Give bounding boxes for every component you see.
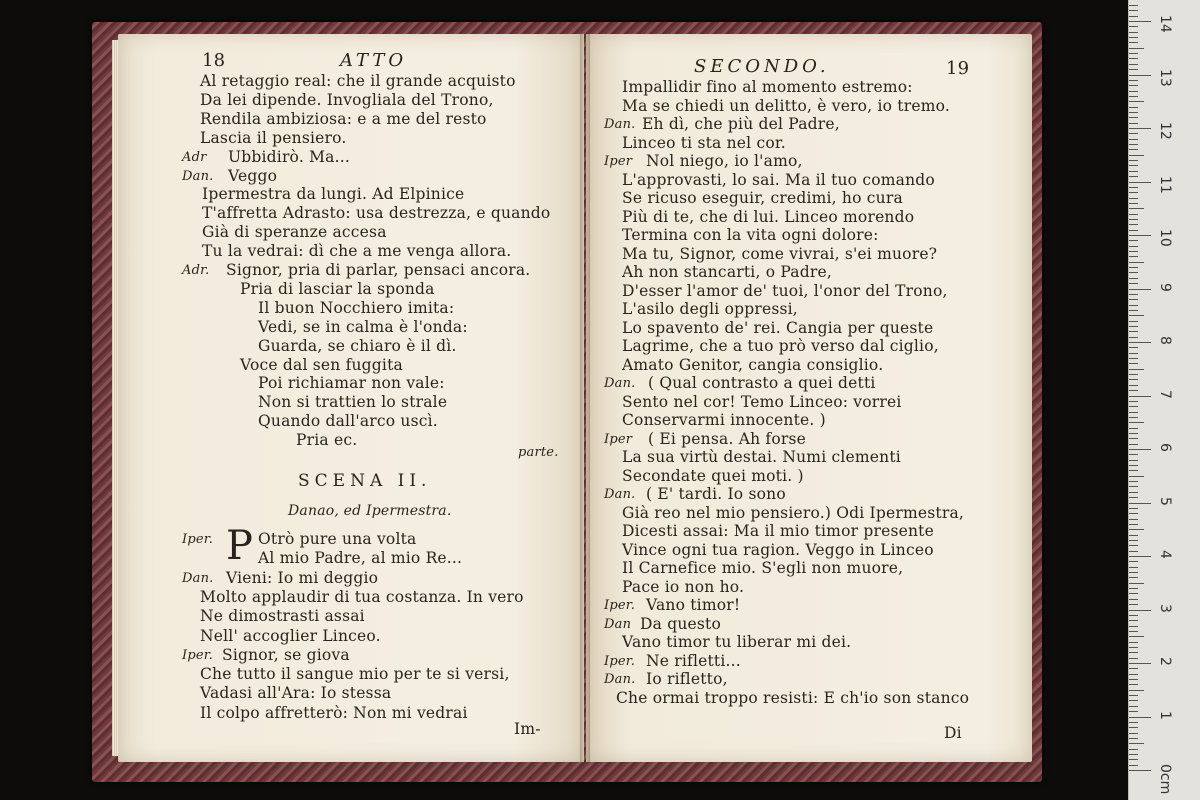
verse-line: Vince ogni tua ragion. Veggo in Linceo bbox=[622, 540, 934, 559]
ruler-tick bbox=[1129, 251, 1138, 252]
verse-line: Conservarmi innocente. ) bbox=[622, 411, 826, 429]
ruler-tick bbox=[1129, 668, 1138, 669]
verse-line: Il Carnefice mio. S'egli non muore, bbox=[622, 559, 904, 577]
ruler-tick bbox=[1129, 53, 1138, 54]
ruler-tick bbox=[1129, 58, 1138, 59]
speaker-label: Iper bbox=[604, 154, 633, 169]
verse-line: Già reo nel mio pensiero.) Odi Ipermestra, bbox=[622, 503, 965, 522]
ruler-tick bbox=[1129, 556, 1151, 557]
speaker-label: Iper. bbox=[604, 653, 636, 669]
ruler-label: 10 bbox=[1157, 229, 1173, 247]
ruler-tick bbox=[1129, 513, 1138, 514]
ruler-label: 9 bbox=[1157, 282, 1173, 292]
ruler-tick bbox=[1129, 412, 1138, 413]
verse-line: Io rifletto, bbox=[646, 670, 728, 688]
ruler-tick bbox=[1129, 438, 1138, 439]
ruler-tick bbox=[1129, 470, 1138, 471]
verse-line: Tu la vedrai: dì che a me venga allora. bbox=[202, 242, 512, 261]
ruler-tick bbox=[1129, 347, 1138, 348]
verse-line: Otrò pure una volta bbox=[258, 530, 417, 548]
verse-line: Ne dimostrasti assai bbox=[200, 607, 365, 626]
ruler-label: 2 bbox=[1157, 657, 1173, 666]
verse-line: Impallidir fino al momento estremo: bbox=[622, 78, 913, 96]
verse-line: Guarda, se chiaro è il dì. bbox=[258, 336, 457, 355]
speaker-label: Dan. bbox=[604, 487, 636, 502]
verse-line: Pria ec. bbox=[296, 431, 358, 450]
ruler-tick bbox=[1129, 16, 1138, 17]
ruler-tick bbox=[1129, 117, 1138, 118]
verse-line: Da lei dipende. Invogliala del Trono, bbox=[200, 90, 494, 109]
verse-line: Già di speranze accesa bbox=[202, 223, 387, 242]
verse-line: ( Qual contrasto a quei detti bbox=[648, 374, 876, 392]
ruler-tick bbox=[1129, 545, 1138, 546]
left-running-head: ATTO bbox=[340, 50, 408, 71]
ruler-tick bbox=[1129, 262, 1144, 263]
verse-line: Che tutto il sangue mio per te si versi, bbox=[200, 665, 510, 684]
verse-line: L'asilo degli oppressi, bbox=[622, 300, 798, 318]
ruler-tick bbox=[1129, 224, 1138, 225]
verse-line: Veggo bbox=[228, 166, 278, 185]
verse-line: ( E' tardi. Io sono bbox=[646, 485, 786, 503]
ruler-tick bbox=[1129, 658, 1138, 659]
verse-line: Ipermestra da lungi. Ad Elpinice bbox=[202, 185, 465, 204]
ruler-label: 1 bbox=[1157, 710, 1173, 720]
ruler-tick bbox=[1129, 572, 1138, 573]
ruler-tick bbox=[1129, 315, 1144, 316]
ruler-tick bbox=[1129, 738, 1138, 739]
ruler-tick bbox=[1129, 620, 1138, 621]
ruler-label: 7 bbox=[1157, 389, 1173, 399]
speaker-label: Dan bbox=[604, 616, 632, 632]
scene-characters: Danao, ed Ipermestra. bbox=[288, 503, 452, 519]
ruler-label: 12 bbox=[1157, 122, 1173, 140]
ruler-tick bbox=[1129, 363, 1138, 364]
ruler-tick bbox=[1129, 112, 1138, 113]
ruler-tick bbox=[1129, 610, 1151, 611]
ruler-tick bbox=[1129, 540, 1138, 541]
ruler-tick bbox=[1129, 294, 1138, 295]
ruler-tick bbox=[1129, 176, 1138, 177]
ruler-tick bbox=[1129, 326, 1138, 327]
ruler-label: 3 bbox=[1157, 603, 1173, 613]
ruler-tick bbox=[1129, 246, 1138, 247]
ruler-tick bbox=[1129, 674, 1138, 675]
verse-line: Eh dì, che più del Padre, bbox=[642, 115, 840, 133]
ruler-tick bbox=[1129, 342, 1151, 343]
verse-line: Pria di lasciar la sponda bbox=[240, 279, 435, 298]
speaker-label: Dan. bbox=[182, 168, 214, 184]
verse-line: Amato Genitor, cangia consiglio. bbox=[622, 355, 884, 374]
right-catchword: Di bbox=[944, 724, 962, 742]
ruler-tick bbox=[1129, 508, 1138, 509]
speaker-label: Iper. bbox=[182, 647, 214, 663]
ruler-tick bbox=[1129, 749, 1138, 750]
verse-line: Rendila ambiziosa: e a me del resto bbox=[200, 109, 487, 128]
ruler-tick bbox=[1129, 503, 1151, 504]
ruler-tick bbox=[1129, 42, 1138, 43]
ruler-tick bbox=[1129, 182, 1151, 183]
verse-line: Vano timor! bbox=[646, 596, 741, 614]
ruler-tick bbox=[1129, 695, 1138, 696]
ruler-tick bbox=[1129, 299, 1138, 300]
verse-line: Ah non stancarti, o Padre, bbox=[622, 263, 832, 281]
ruler-tick bbox=[1129, 626, 1138, 627]
ruler-tick bbox=[1129, 219, 1138, 220]
right-page-number: 19 bbox=[946, 58, 970, 79]
ruler-tick bbox=[1129, 700, 1138, 701]
verse-line: ( Ei pensa. Ah forse bbox=[648, 429, 807, 448]
ruler-tick bbox=[1129, 107, 1138, 108]
verse-line: Linceo ti sta nel cor. bbox=[622, 133, 786, 152]
ruler-tick bbox=[1129, 283, 1138, 284]
ruler-tick bbox=[1129, 406, 1138, 407]
ruler-tick bbox=[1129, 765, 1138, 766]
verse-line: Quando dall'arco uscì. bbox=[258, 412, 438, 431]
ruler-tick bbox=[1129, 497, 1138, 498]
ruler-tick bbox=[1129, 460, 1138, 461]
ruler-tick bbox=[1129, 96, 1138, 97]
verse-line: La sua virtù destai. Numi clementi bbox=[622, 448, 901, 466]
ruler-tick bbox=[1129, 374, 1138, 375]
ruler-label: 8 bbox=[1157, 336, 1173, 345]
ruler-tick bbox=[1129, 535, 1138, 536]
ruler-tick bbox=[1129, 422, 1144, 423]
ruler-tick bbox=[1129, 679, 1138, 680]
ruler-tick bbox=[1129, 21, 1151, 22]
ruler-tick bbox=[1129, 396, 1151, 397]
ruler-tick bbox=[1129, 615, 1138, 616]
verse-line: Ubbidirò. Ma... bbox=[228, 147, 350, 166]
verse-line: Più di te, che di lui. Linceo morendo bbox=[622, 207, 915, 226]
ruler-label: 13 bbox=[1157, 68, 1173, 87]
ruler-tick bbox=[1129, 583, 1144, 584]
verse-line: Sento nel cor! Temo Linceo: vorrei bbox=[622, 392, 902, 411]
verse-line: Da questo bbox=[640, 614, 721, 633]
ruler-tick bbox=[1129, 379, 1138, 380]
ruler-tick bbox=[1129, 599, 1138, 600]
ruler-tick bbox=[1129, 567, 1138, 568]
ruler-label: 4 bbox=[1157, 550, 1173, 559]
verse-line: Se ricuso eseguir, credimi, ho cura bbox=[622, 189, 903, 207]
ruler-tick bbox=[1129, 198, 1138, 199]
left-page-number: 18 bbox=[202, 50, 226, 71]
speaker-label: Dan. bbox=[182, 570, 214, 586]
ruler-tick bbox=[1129, 722, 1138, 723]
ruler-tick bbox=[1129, 85, 1138, 86]
ruler-tick bbox=[1129, 642, 1138, 643]
ruler-tick bbox=[1129, 401, 1138, 402]
measurement-ruler bbox=[1128, 0, 1200, 800]
verse-line: Ne rifletti... bbox=[646, 651, 741, 670]
verse-line: Vano timor tu liberar mi dei. bbox=[622, 633, 852, 651]
verse-line: Lascia il pensiero. bbox=[200, 128, 347, 147]
ruler-tick bbox=[1129, 272, 1138, 273]
ruler-tick bbox=[1129, 289, 1151, 290]
verse-line: L'approvasti, lo sai. Ma il tuo comando bbox=[622, 170, 935, 189]
verse-line: Nol niego, io l'amo, bbox=[646, 152, 803, 170]
ruler-tick bbox=[1129, 717, 1151, 718]
ruler-tick bbox=[1129, 331, 1138, 332]
ruler-tick bbox=[1129, 492, 1138, 493]
verse-line: Il buon Nocchiero imita: bbox=[258, 298, 455, 317]
ruler-tick bbox=[1129, 310, 1138, 311]
ruler-tick bbox=[1129, 759, 1138, 760]
right-running-head: SECONDO. bbox=[694, 56, 830, 77]
ruler-tick bbox=[1129, 754, 1138, 755]
ruler-tick bbox=[1129, 733, 1138, 734]
ruler-tick bbox=[1129, 80, 1138, 81]
verse-line: Poi richiamar non vale: bbox=[258, 374, 445, 393]
ruler-tick bbox=[1129, 647, 1138, 648]
ruler-tick bbox=[1129, 706, 1138, 707]
ruler-tick bbox=[1129, 519, 1138, 520]
speaker-label: Adr bbox=[182, 149, 207, 165]
left-catchword: Im- bbox=[514, 720, 541, 738]
ruler-tick bbox=[1129, 139, 1138, 140]
ruler-tick bbox=[1129, 26, 1138, 27]
ruler-tick bbox=[1129, 32, 1138, 33]
verse-line: Vieni: Io mi deggio bbox=[226, 568, 379, 587]
ruler-tick bbox=[1129, 171, 1138, 172]
ruler-tick bbox=[1129, 214, 1138, 215]
ruler-tick bbox=[1129, 353, 1138, 354]
verse-line: Il colpo affretterò: Non mi vedrai bbox=[200, 703, 468, 722]
verse-line: D'esser l'amor de' tuoi, l'onor del Trono, bbox=[622, 281, 948, 300]
verse-line: Nell' accoglier Linceo. bbox=[200, 626, 381, 645]
ruler-tick bbox=[1129, 770, 1151, 771]
speaker-label: Iper bbox=[604, 431, 633, 447]
ruler-tick bbox=[1129, 454, 1138, 455]
verse-line: Non si trattien lo strale bbox=[258, 393, 448, 412]
ruler-tick bbox=[1129, 593, 1138, 594]
ruler-label: 11 bbox=[1157, 175, 1173, 194]
ruler-tick bbox=[1129, 636, 1144, 637]
ruler-tick bbox=[1129, 187, 1138, 188]
ruler-tick bbox=[1129, 652, 1138, 653]
verse-line: Ma tu, Signor, come vivrai, s'ei muore? bbox=[622, 244, 938, 263]
verse-line: Termina con la vita ogni dolore: bbox=[622, 226, 879, 244]
speaker-label: Dan. bbox=[604, 376, 636, 391]
ruler-tick bbox=[1129, 604, 1138, 605]
ruler-label: 0cm bbox=[1157, 764, 1173, 795]
ruler-tick bbox=[1129, 743, 1144, 744]
ruler-tick bbox=[1129, 91, 1138, 92]
verse-line: Che ormai troppo resisti: E ch'io son stanco bbox=[616, 688, 970, 707]
ruler-tick bbox=[1129, 128, 1151, 129]
ruler-tick bbox=[1129, 449, 1151, 450]
ruler-tick bbox=[1129, 444, 1138, 445]
verse-line: Lo spavento de' rei. Cangia per queste bbox=[622, 318, 934, 337]
speaker-label: Adr. bbox=[182, 263, 210, 278]
ruler-tick bbox=[1129, 337, 1138, 338]
ruler-tick bbox=[1129, 278, 1138, 279]
ruler-tick bbox=[1129, 230, 1138, 231]
ruler-tick bbox=[1129, 588, 1138, 589]
exit-note: parte. bbox=[518, 445, 559, 460]
ruler-tick bbox=[1129, 5, 1138, 6]
ruler-tick bbox=[1129, 10, 1138, 11]
ruler-tick bbox=[1129, 631, 1138, 632]
ruler-tick bbox=[1129, 144, 1138, 145]
ruler-tick bbox=[1129, 75, 1151, 76]
ruler-tick bbox=[1129, 256, 1138, 257]
ruler-tick bbox=[1129, 577, 1138, 578]
ruler-tick bbox=[1129, 390, 1138, 391]
speaker-label: Iper. bbox=[182, 532, 214, 547]
ruler-tick bbox=[1129, 684, 1138, 685]
verse-line: Dicesti assai: Ma il mio timor presente bbox=[622, 522, 934, 540]
ruler-tick bbox=[1129, 486, 1138, 487]
ruler-tick bbox=[1129, 529, 1144, 530]
ruler-tick bbox=[1129, 101, 1144, 102]
ruler-tick bbox=[1129, 524, 1138, 525]
ruler-tick bbox=[1129, 428, 1138, 429]
ruler-tick bbox=[1129, 208, 1144, 209]
speaker-label: Iper. bbox=[604, 598, 636, 613]
ruler-tick bbox=[1129, 321, 1138, 322]
verse-line: T'affretta Adrasto: usa destrezza, e quando bbox=[202, 204, 551, 223]
ruler-tick bbox=[1129, 123, 1138, 124]
speaker-label: Dan. bbox=[604, 117, 636, 132]
verse-line: Lagrime, che a tuo prò verso dal ciglio, bbox=[622, 337, 939, 355]
verse-line: Al mio Padre, al mio Re... bbox=[258, 549, 463, 568]
ruler-tick bbox=[1129, 160, 1138, 161]
verse-line: Voce dal sen fuggita bbox=[240, 355, 403, 374]
ruler-label: 14 bbox=[1157, 15, 1173, 33]
ruler-tick bbox=[1129, 305, 1138, 306]
ruler-tick bbox=[1129, 64, 1138, 65]
ruler-tick bbox=[1129, 663, 1151, 664]
ruler-tick bbox=[1129, 149, 1138, 150]
ruler-tick bbox=[1129, 433, 1138, 434]
ruler-tick bbox=[1129, 69, 1138, 70]
book-gutter bbox=[580, 34, 590, 762]
ruler-tick bbox=[1129, 235, 1151, 236]
ruler-tick bbox=[1129, 155, 1144, 156]
ruler-tick bbox=[1129, 37, 1138, 38]
verse-line: Pace io non ho. bbox=[622, 577, 745, 596]
verse-line: Signor, pria di parlar, pensaci ancora. bbox=[226, 261, 531, 279]
ruler-tick bbox=[1129, 369, 1144, 370]
scene-title: SCENA II. bbox=[298, 471, 432, 491]
ruler-tick bbox=[1129, 711, 1138, 712]
ruler-tick bbox=[1129, 358, 1138, 359]
verse-line: Secondate quei moti. ) bbox=[622, 466, 804, 485]
ruler-tick bbox=[1129, 690, 1144, 691]
ruler-tick bbox=[1129, 727, 1138, 728]
verse-line: Vedi, se in calma è l'onda: bbox=[258, 317, 468, 336]
verse-line: Molto applaudir di tua costanza. In vero bbox=[200, 587, 524, 606]
ruler-tick bbox=[1129, 465, 1138, 466]
ruler-tick bbox=[1129, 551, 1138, 552]
ruler-tick bbox=[1129, 476, 1144, 477]
drop-cap: P bbox=[226, 523, 253, 569]
ruler-tick bbox=[1129, 192, 1138, 193]
verse-line: Signor, se giova bbox=[222, 645, 350, 664]
ruler-label: 5 bbox=[1157, 496, 1173, 506]
ruler-tick bbox=[1129, 561, 1138, 562]
verse-line: Ma se chiedi un delitto, è vero, io tremo. bbox=[622, 96, 950, 115]
speaker-label: Dan. bbox=[604, 672, 636, 687]
verse-line: Al retaggio real: che il grande acquisto bbox=[200, 72, 516, 90]
ruler-tick bbox=[1129, 267, 1138, 268]
ruler-tick bbox=[1129, 385, 1138, 386]
ruler-tick bbox=[1129, 48, 1144, 49]
ruler-tick bbox=[1129, 165, 1138, 166]
ruler-tick bbox=[1129, 240, 1138, 241]
verse-line: Vadasi all'Ara: Io stessa bbox=[200, 684, 392, 703]
ruler-tick bbox=[1129, 481, 1138, 482]
ruler-tick bbox=[1129, 133, 1138, 134]
ruler-label: 6 bbox=[1157, 443, 1173, 452]
ruler-tick bbox=[1129, 203, 1138, 204]
ruler-tick bbox=[1129, 417, 1138, 418]
